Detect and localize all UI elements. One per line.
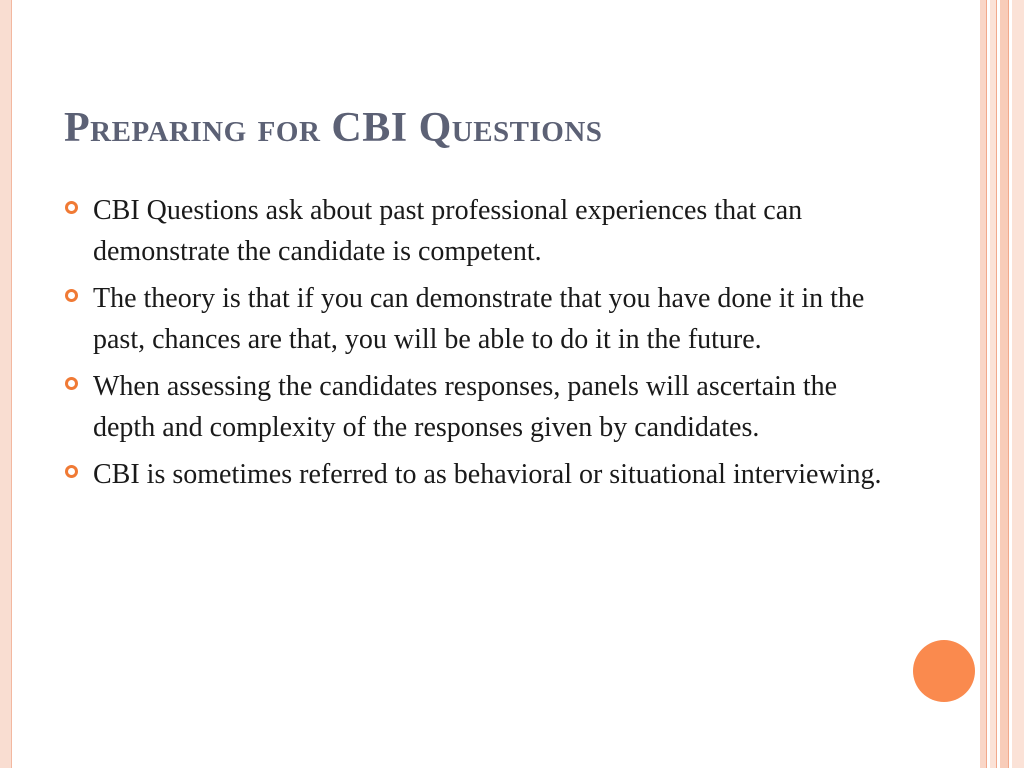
left-border-decoration	[0, 0, 12, 768]
right-stripe-decoration	[1012, 0, 1024, 768]
right-stripe-line	[1008, 0, 1009, 768]
bullet-text: CBI Questions ask about past professional experiences that can demonstrate the candidate is competent.	[93, 195, 803, 267]
bullet-marker-icon	[64, 454, 93, 494]
bullet-list	[64, 190, 884, 501]
right-stripe-line	[996, 0, 997, 768]
bullet-marker-icon	[64, 278, 93, 318]
bullet-item	[64, 278, 884, 360]
right-stripe-line	[986, 0, 987, 768]
bullet-item	[64, 190, 884, 272]
bullet-text: The theory is that if you can demonstrate that you have done it in the past, chances are that, you will be able to do it in the future.	[93, 283, 865, 355]
slide-title: Preparing for CBI Questions	[64, 105, 603, 151]
orange-circle-decoration	[913, 640, 975, 702]
bullet-marker-icon	[64, 190, 93, 230]
bullet-item	[64, 366, 884, 448]
bullet-text: CBI is sometimes referred to as behavioral or situational interviewing.	[93, 459, 882, 490]
right-stripe-decoration	[1000, 0, 1008, 768]
bullet-text: When assessing the candidates responses, panels will ascertain the depth and complexity of the responses given by candidates.	[93, 371, 838, 443]
bullet-marker-icon	[64, 366, 93, 406]
bullet-item	[64, 454, 884, 495]
